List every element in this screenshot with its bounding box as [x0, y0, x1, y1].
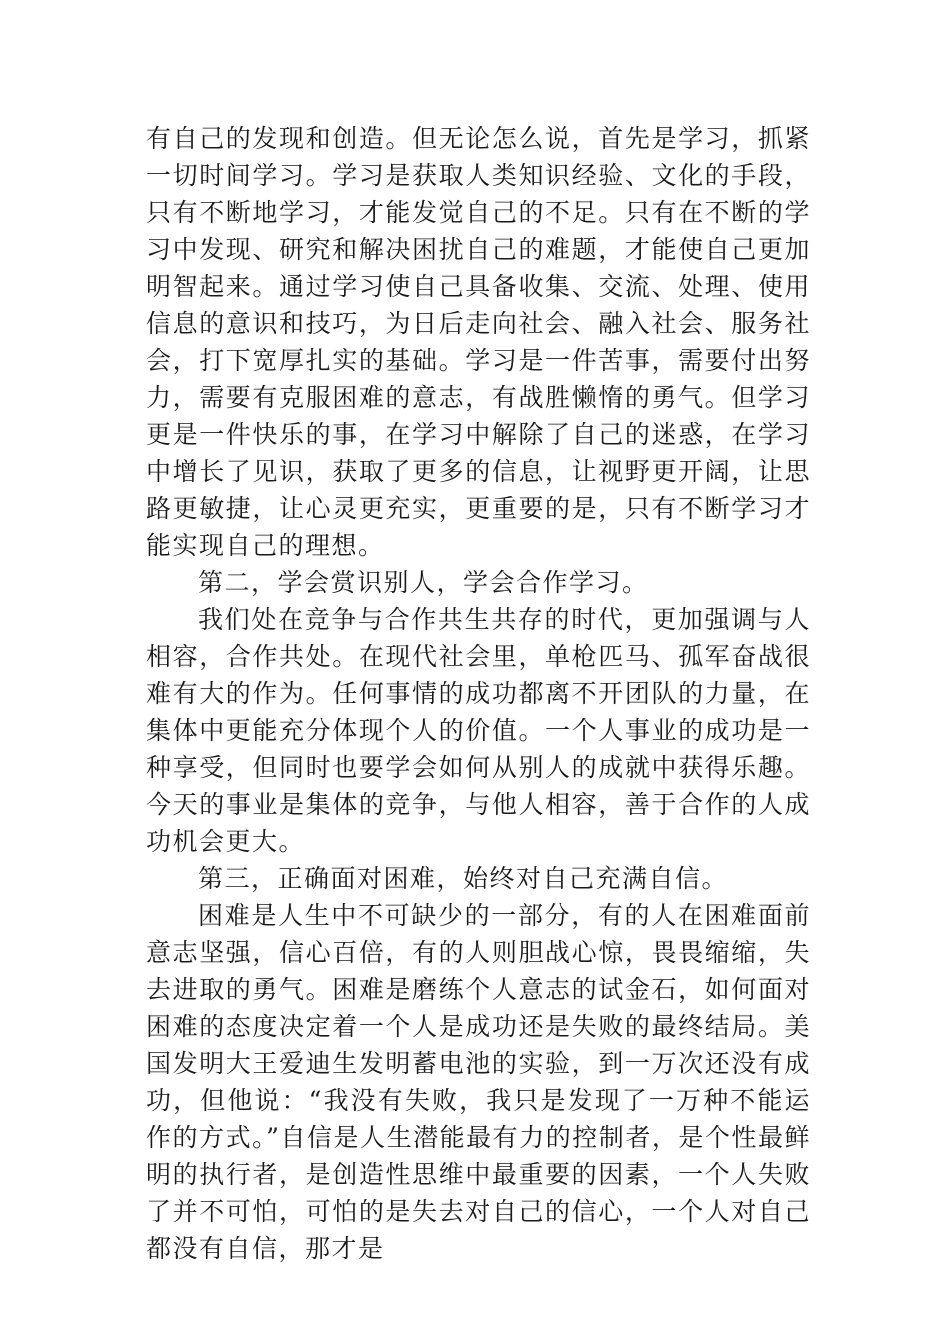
- paragraph-difficulty-confidence: 困难是人生中不可缺少的一部分，有的人在困难面前意志坚强，信心百倍，有的人则胆战心惊，畏畏缩缩，失去进取的勇气。困难是磨练个人意志的试金石，如何面对困难的态度决定着一个人是成功还是失败的最终结局。美国发明大王爱迪生发明蓄电池的实验，到一万次还没有成功，但他说：“我没有失败，我只是发现了一万种不能运作的方式。”自信是人生潜能最有力的控制者，是个性最鲜明的执行者，是创造性思维中最重要的因素，一个人失败了并不可怕，可怕的是失去对自己的信心，一个人对自己都没有自信，那才是: [146, 901, 811, 1263]
- section-heading-second: 第二，学会赏识别人，学会合作学习。: [198, 568, 649, 597]
- paragraph-cooperation: 我们处在竞争与合作共生共存的时代，更加强调与人相容，合作共处。在现代社会里，单枪匹马、孤军奋战很难有大的作为。任何事情的成功都离不开团队的力量，在集体中更能充分体现个人的价值。一个人事业的成功是一种享受，但同时也要学会如何从别人的成就中获得乐趣。今天的事业是集体的竞争，与他人相容，善于合作的人成功机会更大。: [146, 605, 811, 856]
- section-heading-third: 第三，正确面对困难，始终对自己充满自信。: [198, 864, 729, 893]
- body-text: [146, 120, 811, 1267]
- paragraph-learning-continued: 有自己的发现和创造。但无论怎么说，首先是学习，抓紧一切时间学习。学习是获取人类知识经验、文化的手段，只有不断地学习，才能发觉自己的不足。只有在不断的学习中发现、研究和解决困扰自己的难题，才能使自己更加明智起来。通过学习使自己具备收集、交流、处理、使用信息的意识和技巧，为日后走向社会、融入社会、服务社会，打下宽厚扎实的基础。学习是一件苦事，需要付出努力，需要有克服困难的意志，有战胜懒惰的勇气。但学习更是一件快乐的事，在学习中解除了自己的迷惑，在学习中增长了见识，获取了更多的信息，让视野更开阔，让思路更敏捷，让心灵更充实，更重要的是，只有不断学习才能实现自己的理想。: [146, 124, 811, 560]
